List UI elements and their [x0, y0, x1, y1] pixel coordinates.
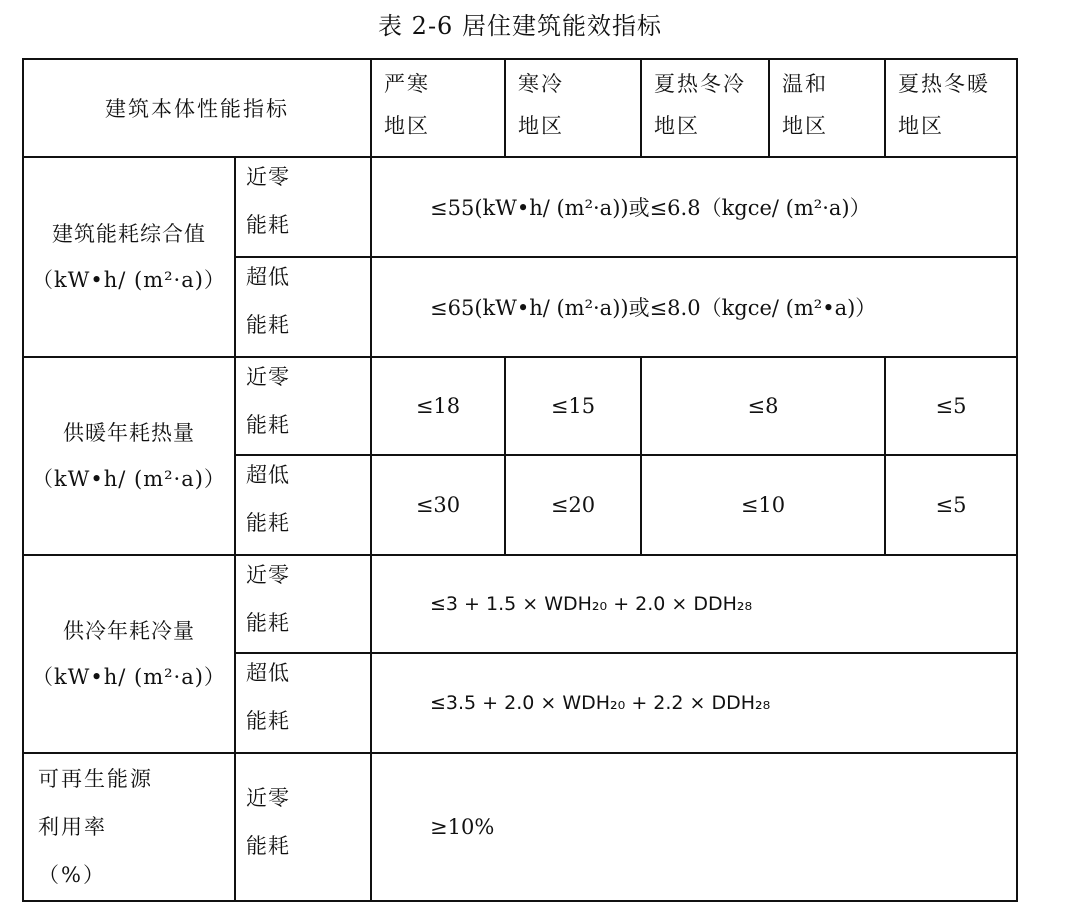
level-line: 能耗 — [246, 313, 290, 337]
metric-unit: （kW•h/ (m²·a)） — [32, 467, 226, 491]
metric-name: 供冷年耗冷量 — [63, 619, 195, 643]
metric-name: 供暖年耗热量 — [63, 421, 195, 445]
region-header-hot-summer-warm-winter — [885, 59, 1017, 157]
level-line: 超低 — [246, 661, 290, 685]
level-line: 近零 — [246, 786, 290, 810]
heating-near-zero-cold: ≤15 — [505, 357, 641, 455]
region-name: 夏热冬暖 — [898, 72, 990, 96]
level-line: 近零 — [246, 365, 290, 389]
metric-heating — [23, 357, 235, 555]
region-suffix: 地区 — [384, 114, 430, 138]
metric-unit: （%） — [38, 863, 106, 887]
metric-cooling — [23, 555, 235, 753]
region-header-hot-summer-cold-winter — [641, 59, 769, 157]
level-line: 超低 — [246, 265, 290, 289]
region-name: 温和 — [782, 72, 828, 96]
energy-near-zero-value: ≤55(kW•h/ (m²·a))或≤6.8（kgce/ (m²·a)） — [371, 157, 1017, 257]
heating-ultra-low-hscw-mild: ≤10 — [641, 455, 885, 555]
table-row — [23, 753, 1017, 901]
renewable-value: ≥10% — [371, 753, 1017, 901]
level-line: 近零 — [246, 563, 290, 587]
level-near-zero — [235, 157, 371, 257]
metric-name: 可再生能源 — [38, 767, 153, 791]
region-header-cold — [505, 59, 641, 157]
level-line: 能耗 — [246, 834, 290, 858]
level-ultra-low — [235, 455, 371, 555]
heating-ultra-low-cold: ≤20 — [505, 455, 641, 555]
metric-name: 建筑能耗综合值 — [52, 222, 206, 246]
energy-ultra-low-value: ≤65(kW•h/ (m²·a))或≤8.0（kgce/ (m²•a)） — [371, 257, 1017, 357]
heating-near-zero-severe-cold: ≤18 — [371, 357, 505, 455]
heating-near-zero-hscw-mild: ≤8 — [641, 357, 885, 455]
level-line: 能耗 — [246, 511, 290, 535]
table-row — [23, 157, 1017, 257]
metric-unit: （kW•h/ (m²·a)） — [32, 268, 226, 292]
level-near-zero — [235, 555, 371, 653]
heating-ultra-low-severe-cold: ≤30 — [371, 455, 505, 555]
region-name: 寒冷 — [518, 72, 564, 96]
region-suffix: 地区 — [898, 114, 944, 138]
cooling-near-zero-formula: ≤3 + 1.5 × WDH₂₀ + 2.0 × DDH₂₈ — [371, 555, 1017, 653]
energy-efficiency-table — [22, 58, 1018, 902]
level-near-zero — [235, 753, 371, 901]
heating-ultra-low-hsww: ≤5 — [885, 455, 1017, 555]
metric-energy-consumption — [23, 157, 235, 357]
level-line: 能耗 — [246, 611, 290, 635]
cooling-ultra-low-formula: ≤3.5 + 2.0 × WDH₂₀ + 2.2 × DDH₂₈ — [371, 653, 1017, 753]
heating-near-zero-hsww: ≤5 — [885, 357, 1017, 455]
metric-name: 利用率 — [38, 815, 107, 839]
level-ultra-low — [235, 653, 371, 753]
table-row — [23, 555, 1017, 653]
table-row — [23, 357, 1017, 455]
region-suffix: 地区 — [782, 114, 828, 138]
metric-unit: （kW•h/ (m²·a)） — [32, 665, 226, 689]
region-suffix: 地区 — [518, 114, 564, 138]
region-suffix: 地区 — [654, 114, 700, 138]
level-line: 超低 — [246, 463, 290, 487]
level-line: 能耗 — [246, 213, 290, 237]
region-header-severe-cold — [371, 59, 505, 157]
level-line: 能耗 — [246, 413, 290, 437]
level-near-zero — [235, 357, 371, 455]
level-line: 能耗 — [246, 709, 290, 733]
header-row — [23, 59, 1017, 157]
table-title: 表 2-6 居住建筑能效指标 — [378, 12, 662, 40]
region-name: 夏热冬冷 — [654, 72, 746, 96]
level-line: 近零 — [246, 165, 290, 189]
indicator-header: 建筑本体性能指标 — [23, 59, 371, 157]
level-ultra-low — [235, 257, 371, 357]
region-name: 严寒 — [384, 72, 430, 96]
region-header-mild — [769, 59, 885, 157]
metric-renewable — [23, 753, 235, 901]
